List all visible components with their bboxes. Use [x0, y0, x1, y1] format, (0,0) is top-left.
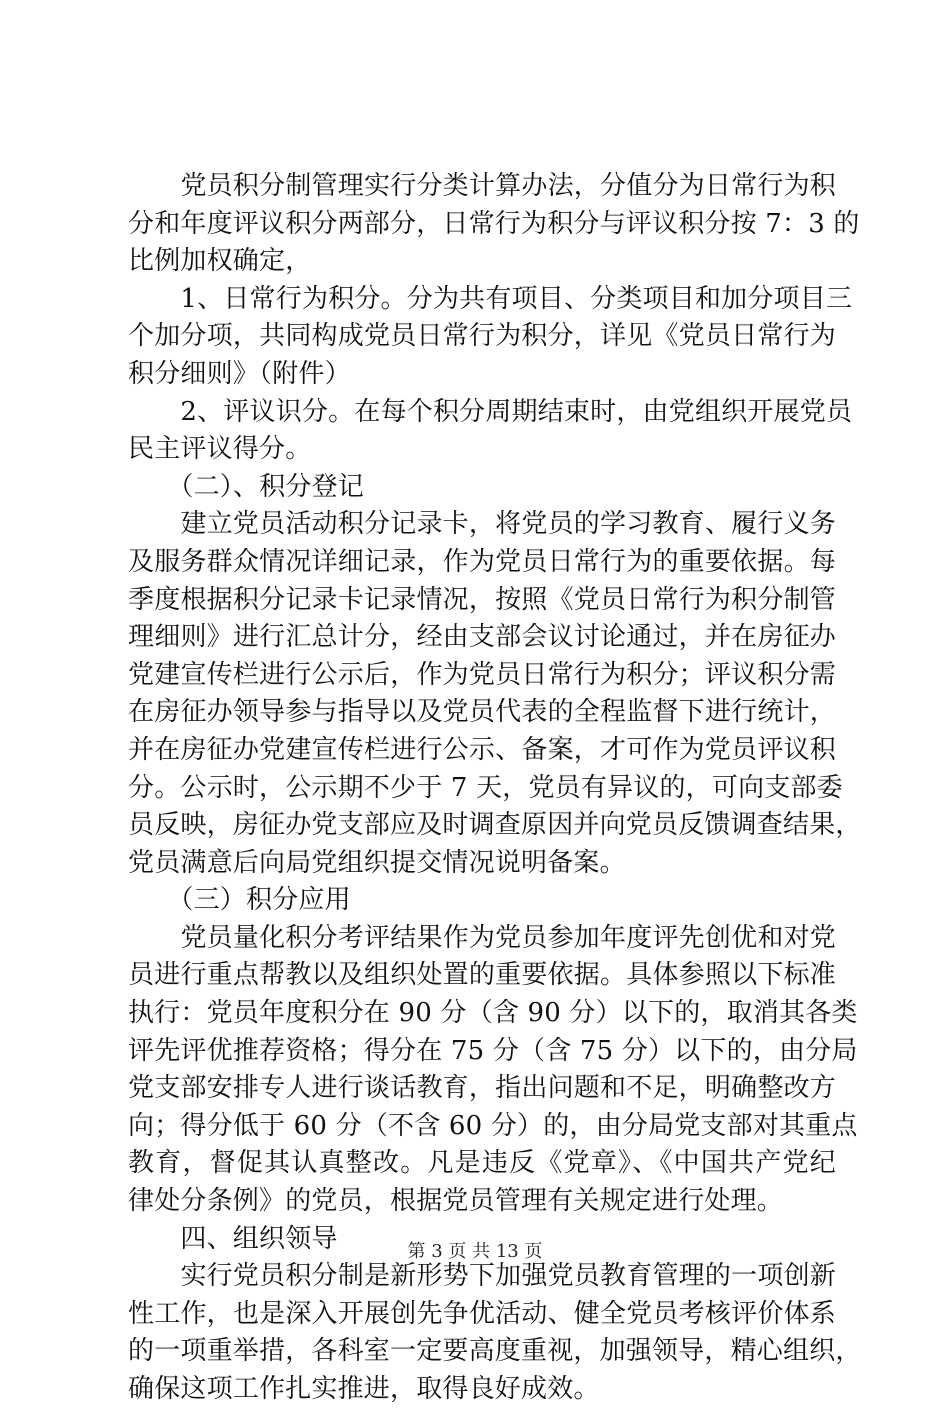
page-footer: 第 3 页 共 13 页 [407, 1241, 543, 1262]
text-line: 分和年度评议积分两部分，日常行为积分与评议积分按 7：3 的 [128, 208, 860, 239]
document-body [128, 168, 862, 1409]
text-line: 员反映，房征办党支部应及时调查原因并向党员反馈调查结果， [128, 810, 862, 841]
text-line: 季度根据积分记录卡记录情况，按照《党员日常行为积分制管 [128, 584, 836, 615]
text-line: 比例加权确定， [128, 246, 312, 277]
text-line: 向；得分低于 60 分（不含 60 分）的，由分局党支部对其重点 [128, 1110, 858, 1141]
text-line: 党支部安排专人进行谈话教育，指出问题和不足，明确整改方 [128, 1073, 836, 1104]
text-line: 2、评议识分。在每个积分周期结束时，由党组织开展党员 [128, 396, 853, 427]
text-line: 评先评优推荐资格；得分在 75 分（含 75 分）以下的，由分局 [128, 1035, 858, 1066]
text-line: 性工作，也是深入开展创先争优活动、健全党员考核评价体系 [128, 1298, 836, 1329]
text-line: 确保这项工作扎实推进，取得良好成效。 [128, 1374, 600, 1404]
text-line: 的一项重举措，各科室一定要高度重视，加强领导，精心组织， [128, 1336, 862, 1367]
text-line: 执行：党员年度积分在 90 分（含 90 分）以下的，取消其各类 [128, 998, 858, 1029]
text-line: 积分细则》（附件） [128, 358, 351, 389]
text-line: 律处分条例》的党员，根据党员管理有关规定进行处理。 [128, 1186, 784, 1217]
text-line: 党员量化积分考评结果作为党员参加年度评先创优和对党 [128, 922, 836, 953]
text-line: （三）积分应用 [128, 885, 351, 916]
text-line: 党员满意后向局党组织提交情况说明备案。 [128, 847, 626, 878]
text-line: （二）、积分登记 [128, 471, 365, 502]
text-line: 员进行重点帮教以及组织处置的重要依据。具体参照以下标准 [128, 960, 836, 991]
text-line: 1、日常行为积分。分为共有项目、分类项目和加分项目三 [128, 283, 853, 314]
text-line: 实行党员积分制是新形势下加强党员教育管理的一项创新 [128, 1261, 836, 1292]
text-line: 分。公示时，公示期不少于 7 天，党员有异议的，可向支部委 [128, 772, 843, 803]
text-line: 建立党员活动积分记录卡，将党员的学习教育、履行义务 [128, 509, 836, 540]
text-line: 党员积分制管理实行分类计算办法，分值分为日常行为积 [128, 171, 836, 201]
text-line: 教育，督促其认真整改。凡是违反《党章》、《中国共产党纪 [128, 1148, 836, 1179]
text-line: 四、组织领导 [128, 1223, 338, 1254]
text-line: 及服务群众情况详细记录，作为党员日常行为的重要依据。每 [128, 546, 836, 577]
text-line: 并在房征办党建宣传栏进行公示、备案，才可作为党员评议积 [128, 734, 836, 765]
text-line: 理细则》进行汇总计分，经由支部会议讨论通过，并在房征办 [128, 622, 836, 653]
text-line: 党建宣传栏进行公示后，作为党员日常行为积分；评议积分需 [128, 659, 836, 690]
text-line: 个加分项，共同构成党员日常行为积分，详见《党员日常行为 [128, 321, 836, 352]
text-line: 在房征办领导参与指导以及党员代表的全程监督下进行统计， [128, 697, 836, 728]
text-line: 民主评议得分。 [128, 434, 312, 465]
